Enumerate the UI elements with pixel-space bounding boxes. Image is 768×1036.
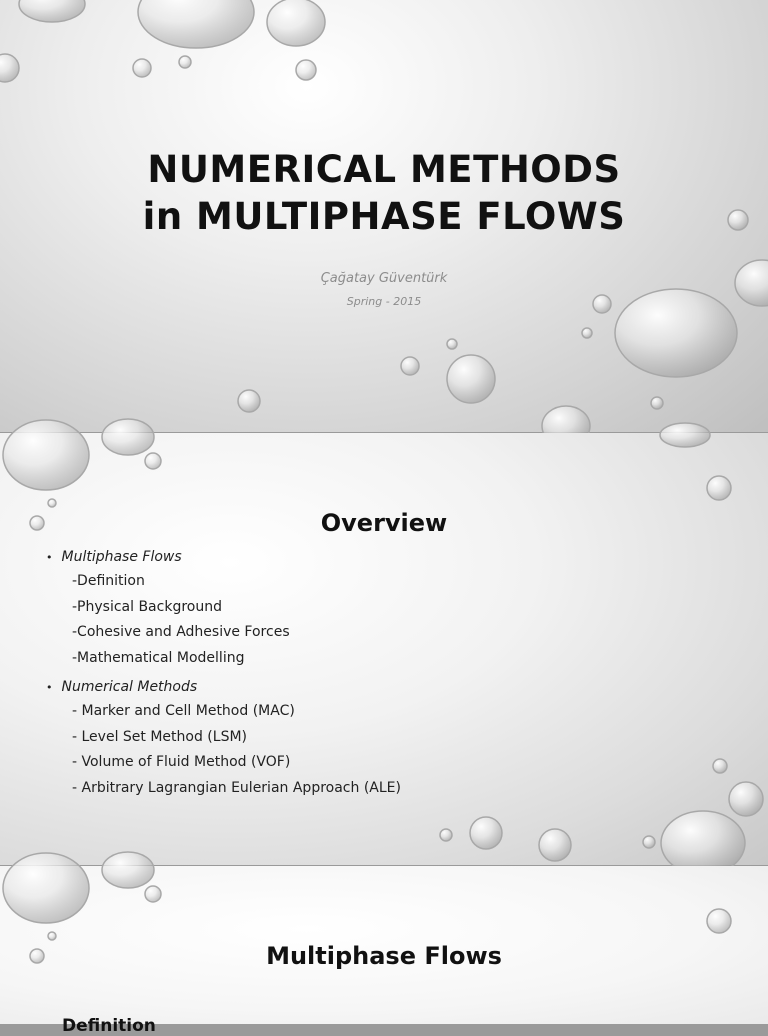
- list-item: -Physical Background: [72, 598, 222, 615]
- definition-heading: Definition: [62, 1016, 156, 1036]
- section-heading: • Multiphase Flows: [46, 545, 401, 569]
- multiphase-flows-slide[interactable]: [0, 866, 768, 1036]
- outline-section: [46, 675, 401, 801]
- list-item: - Arbitrary Lagrangian Eulerian Approach (ALE): [72, 779, 401, 796]
- list-item: - Level Set Method (LSM): [72, 728, 247, 745]
- outline-section: [46, 545, 401, 671]
- overview-outline: [46, 545, 401, 805]
- overview-heading: Overview: [320, 509, 448, 537]
- list-item: -Cohesive and Adhesive Forces: [72, 624, 290, 640]
- list-item: - Volume of Fluid Method (VOF): [72, 754, 291, 770]
- title-line-1: NUMERICAL METHODS: [147, 148, 621, 191]
- presentation-title: [0, 146, 768, 240]
- list-item: -Definition: [72, 573, 145, 589]
- list-item: -Mathematical Modelling: [72, 649, 245, 666]
- author-name: Çağatay Güventürk: [320, 271, 448, 286]
- multiphase-flows-heading: Multiphase Flows: [266, 942, 502, 970]
- section-items: [46, 699, 401, 801]
- title-slide[interactable]: [0, 0, 768, 432]
- section-items: [46, 569, 401, 671]
- overview-slide[interactable]: [0, 433, 768, 865]
- title-line-2: in MULTIPHASE FLOWS: [142, 195, 626, 238]
- presentation-date: Spring - 2015: [346, 295, 422, 308]
- list-item: - Marker and Cell Method (MAC): [72, 703, 295, 719]
- section-heading: • Numerical Methods: [46, 675, 401, 699]
